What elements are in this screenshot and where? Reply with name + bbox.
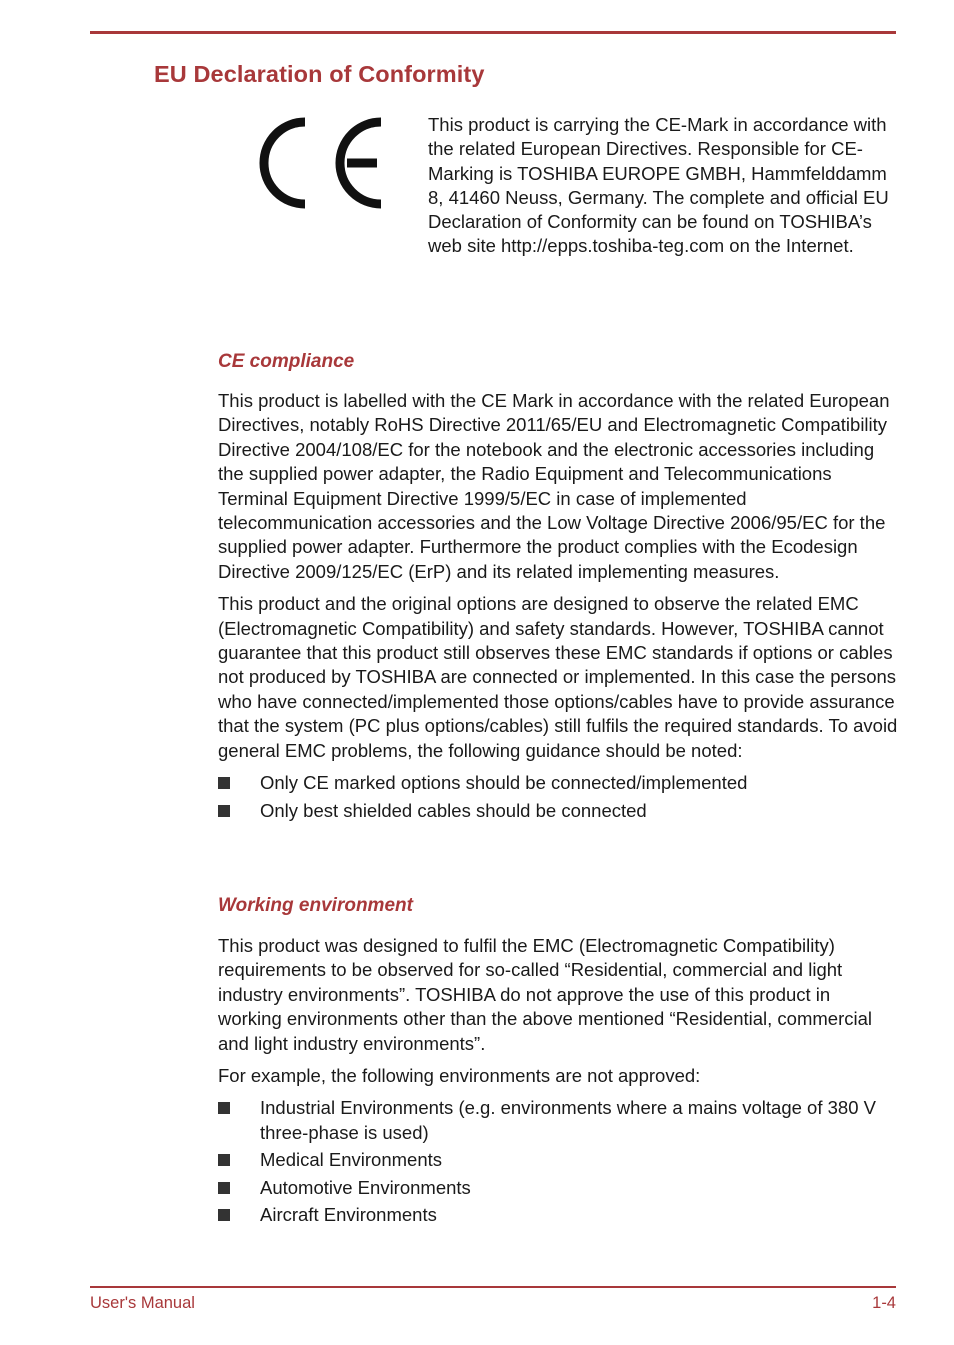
working-environment-heading: Working environment xyxy=(218,895,413,916)
ce-intro-text: This product is carrying the CE-Mark in accordance with the related European Directives. Responsible for CE-Marking is TOSHIBA EUROPE GMBH, Hammfelddamm 8, 41460 Neuss, Germany. The complete and official EU Declaration of Conformity can be found on TOSHIBA’s web site http://epps.toshiba-teg.com on the Internet. xyxy=(428,114,889,257)
ce-compliance-section xyxy=(218,351,898,823)
working-environment-bullet-list xyxy=(218,1096,898,1227)
bullet-square-icon xyxy=(218,777,230,789)
working-environment-paragraph-2: For example, the following environments are not approved: xyxy=(218,1065,701,1087)
list-item xyxy=(218,1096,898,1145)
ce-mark-icon xyxy=(255,116,385,210)
page-title: EU Declaration of Conformity xyxy=(154,61,485,87)
list-item-text: Industrial Environments (e.g. environments where a mains voltage of 380 V three-phase is used) xyxy=(260,1097,876,1143)
footer-manual-title: User's Manual xyxy=(90,1294,195,1312)
footer-rule xyxy=(90,1286,896,1288)
bullet-square-icon xyxy=(218,1209,230,1221)
ce-compliance-heading: CE compliance xyxy=(218,351,355,372)
bullet-square-icon xyxy=(218,1182,230,1194)
working-environment-paragraph-1: This product was designed to fulfil the EMC (Electromagnetic Compatibility) requirements to be observed for so-called “Residential, commercial and light industry environments”. TOSHIBA do not approve the use of this product in working environments other than the above mentioned “Residential, commercial and light industry environments”. xyxy=(218,935,873,1054)
list-item xyxy=(218,1176,898,1200)
page-number: 1-4 xyxy=(872,1294,896,1312)
list-item-text: Only best shielded cables should be connected xyxy=(260,799,647,821)
bullet-square-icon xyxy=(218,1154,230,1166)
bullet-square-icon xyxy=(218,805,230,817)
ce-compliance-paragraph-2: This product and the original options are designed to observe the related EMC (Electromagnetic Compatibility) and safety standards. However, TOSHIBA cannot guarantee that this product still observes these EMC standards if options or cables not produced by TOSHIBA are connected or implemented. In this case the persons who have connected/implemented those options/cables have to provide assurance that the system (PC plus options/cables) still fulfils the required standards. To avoid general EMC problems, the following guidance should be noted: xyxy=(218,593,898,761)
list-item xyxy=(218,1203,898,1227)
list-item-text: Only CE marked options should be connected/implemented xyxy=(260,772,748,794)
list-item xyxy=(218,799,898,823)
ce-compliance-paragraph-1: This product is labelled with the CE Mark in accordance with the related European Directives, notably RoHS Directive 2011/65/EU and Electromagnetic Compatibility Directive 2004/108/EC for the notebook and the electronic accessories including the supplied power adapter, the Radio Equipment and Telecommunications Terminal Equipment Directive 1999/5/EC in case of implemented telecommunication accessories and the Low Voltage Directive 2006/95/EC for the supplied power adapter. Furthermore the product complies with the Ecodesign Directive 2009/125/EC (ErP) and its related implementing measures. xyxy=(218,390,890,582)
list-item xyxy=(218,1148,898,1172)
bullet-square-icon xyxy=(218,1102,230,1114)
list-item xyxy=(218,771,898,795)
list-item-text: Automotive Environments xyxy=(260,1176,471,1198)
header-rule xyxy=(90,31,896,34)
working-environment-section xyxy=(218,895,898,1227)
list-item-text: Medical Environments xyxy=(260,1149,442,1171)
list-item-text: Aircraft Environments xyxy=(260,1204,437,1226)
ce-compliance-bullet-list xyxy=(218,771,898,823)
